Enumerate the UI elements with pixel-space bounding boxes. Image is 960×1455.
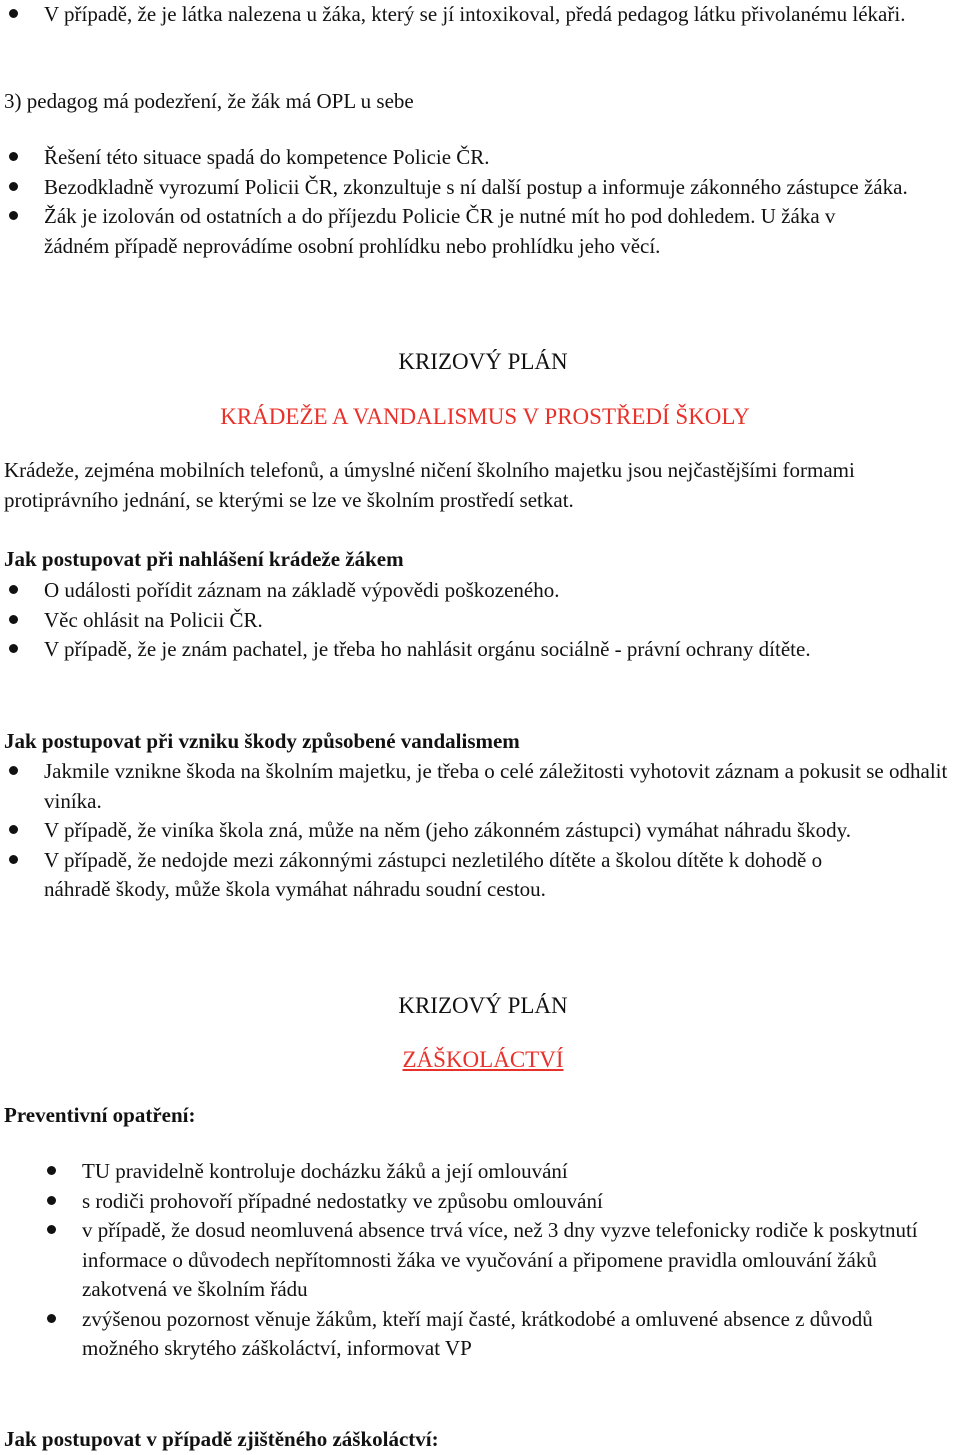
list-item: zvýšenou pozornost věnuje žákům, kteří mají časté, krátkodobé a omluvené absence z důvodů možného skrytého záškoláctví, informovat VP xyxy=(2,1305,942,1364)
list-item: Řešení této situace spadá do kompetence Policie ČR. xyxy=(2,143,947,173)
list-item: Bezodkladně vyrozumí Policii ČR, zkonzultuje s ní další postup a informuje zákonného zástupce žáka. xyxy=(2,173,947,203)
crisis-plan-label-2: KRIZOVÝ PLÁN xyxy=(398,993,568,1018)
bullet-list-theft xyxy=(2,576,922,665)
theft-heading: Jak postupovat při nahlášení krádeže žákem xyxy=(4,547,404,571)
list-item: V případě, že nedojde mezi zákonnými zástupci nezletilého dítěte a školou dítěte k dohodě o náhradě škody, může škola vymáhat náhradu soudní cestou. xyxy=(2,846,864,905)
list-item: V případě, že viníka škola zná, může na něm (jeho zákonném zástupci) vymáhat náhradu škody. xyxy=(2,816,957,846)
list-item: s rodiči prohovoří případné nedostatky ve způsobu omlouvání xyxy=(2,1187,960,1217)
list-item: Jakmile vznikne škoda na školním majetku, je třeba o celé záležitosti vyhotovit záznam a pokusit se odhalit viníka. xyxy=(2,757,957,816)
list-item: v případě, že dosud neomluvená absence trvá více, než 3 dny vyzve telefonicky rodiče k poskytnutí informace o důvodech nepřítomnosti žáka ve vyučování a připomene pravidla omlouvání žáků zakotvená ve školním řádu xyxy=(2,1216,960,1305)
truancy-found-heading: Jak postupovat v případě zjištěného záškoláctví: xyxy=(4,1427,439,1451)
crisis-plan-title: KRÁDEŽE A VANDALISMUS V PROSTŘEDÍ ŠKOLY xyxy=(220,404,750,429)
crisis-plan-label: KRIZOVÝ PLÁN xyxy=(398,349,568,374)
list-item: TU pravidelně kontroluje docházku žáků a její omlouvání xyxy=(2,1157,960,1187)
intro-paragraph: Krádeže, zejména mobilních telefonů, a úmyslné ničení školního majetku jsou nejčastějšími formami protiprávního jednání, se kterými se lze ve školním prostředí setkat. xyxy=(4,458,855,512)
bullet-list-top xyxy=(2,0,932,30)
prevention-heading: Preventivní opatření: xyxy=(4,1103,196,1127)
crisis-plan-title-2: ZÁŠKOLÁCTVÍ xyxy=(402,1047,564,1072)
list-item: V případě, že je látka nalezena u žáka, který se jí intoxikoval, předá pedagog látku přivolanému lékaři. xyxy=(2,0,932,30)
bullet-list-prevention xyxy=(2,1157,960,1364)
section-heading-opl: 3) pedagog má podezření, že žák má OPL u sebe xyxy=(4,89,414,113)
list-item: V případě, že je znám pachatel, je třeba ho nahlásit orgánu sociálně - právní ochrany dítěte. xyxy=(2,635,922,665)
bullet-list-opl xyxy=(2,143,947,261)
bullet-list-vandalism xyxy=(2,757,957,905)
list-item: Věc ohlásit na Policii ČR. xyxy=(2,606,922,636)
list-item: Žák je izolován od ostatních a do příjezdu Policie ČR je nutné mít ho pod dohledem. U žáka v žádném případě neprovádíme osobní prohlídku nebo prohlídku jeho věcí. xyxy=(2,202,904,261)
vandalism-heading: Jak postupovat při vzniku škody způsobené vandalismem xyxy=(4,729,520,753)
list-item: O události pořídit záznam na základě výpovědi poškozeného. xyxy=(2,576,922,606)
